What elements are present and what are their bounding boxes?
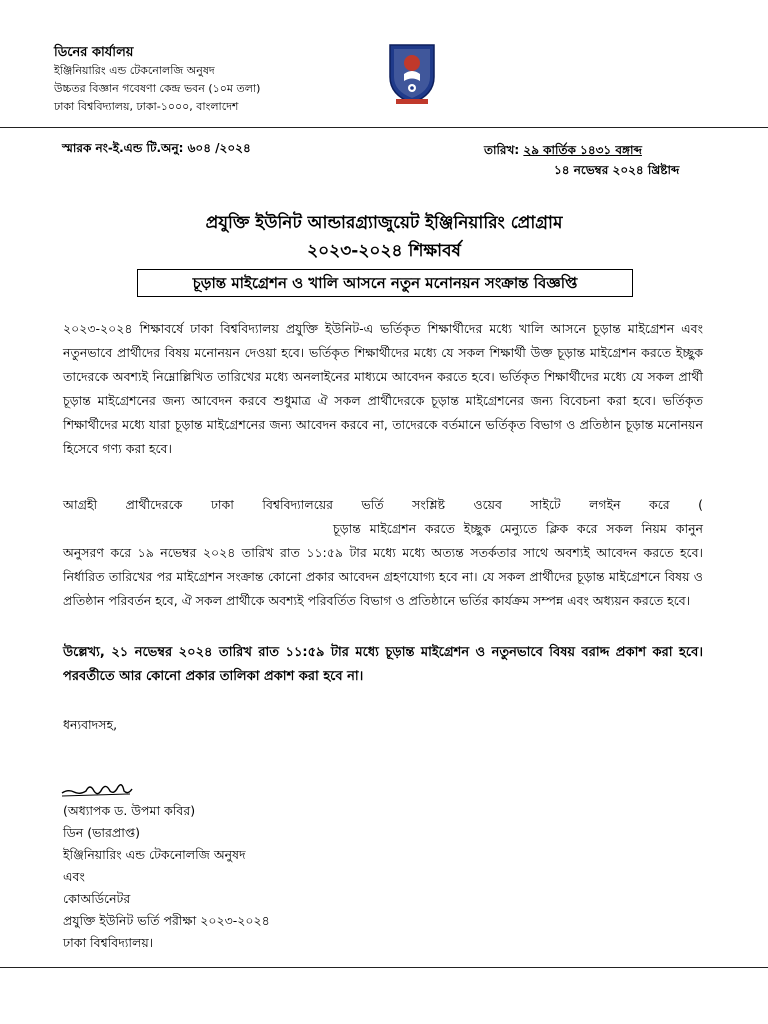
date-english: ১৪ নভেম্বর ২০২৪ খ্রিষ্টাব্দ	[554, 163, 680, 177]
building-name: উচ্চতর বিজ্ঞান গবেষণা কেন্দ্র ভবন (১০ম তলা)	[54, 82, 261, 95]
signatory-title-4: প্রযুক্তি ইউনিট ভর্তি পরীক্ষা ২০২৩-২০২৪	[63, 913, 270, 928]
signatory-and: এবং	[63, 869, 85, 884]
memo-number: স্মারক নং-ই.এন্ড টি.অনু: ৬০৪ /২০২৪	[62, 141, 251, 155]
notice-title: চূড়ান্ত মাইগ্রেশন ও খালি আসনে নতুন মনোনয়ন সংক্রান্ত বিজ্ঞপ্তি	[137, 269, 633, 297]
header-divider	[0, 127, 768, 128]
footer-divider	[0, 967, 768, 968]
date-block	[484, 140, 679, 180]
program-title: প্রযুক্তি ইউনিট আন্ডারগ্র্যাজুয়েট ইঞ্জিনিয়ারিং প্রোগ্রাম	[205, 213, 563, 233]
paragraph-2	[63, 493, 703, 613]
signatory-title-2: ইঞ্জিনিয়ারিং এন্ড টেকনোলজি অনুষদ	[63, 847, 246, 862]
signatory-title-5: ঢাকা বিশ্ববিদ্যালয়।	[63, 935, 154, 950]
paragraph-2-end: চূড়ান্ত মাইগ্রেশন করতে ইচ্ছুক মেন্যুতে ক্লিক করে সকল নিয়ম কানুন অনুসরণ করে ১৯ নভেম্বর ২০২৪ তারিখ রাত ১১:৫৯ টার মধ্যে মধ্যে অত্যন্ত সতর্কতার সাথে অবশ্যই আবেদন করতে হবে। নির্ধারিত তারিখের পর মাইগ্রেশন সংক্রান্ত কোনো প্রকার আবেদন গ্রহণযোগ্য হবে না। যে সকল প্রার্থীদের চূড়ান্ত মাইগ্রেশনে বিষয় ও প্রতিষ্ঠান পরিবর্তন হবে, ঐ সকল প্রার্থীকে অবশ্যই পরিবর্তিত বিভাগ ও প্রতিষ্ঠানে ভর্তির কার্যক্রম সম্পন্ন এবং অধ্যয়ন করতে হবে।	[63, 521, 703, 608]
signatory-title-3: কোঅর্ডিনেটর	[63, 891, 131, 906]
date-bangla: ২৯ কার্তিক ১৪৩১ বঙ্গাব্দ	[523, 143, 642, 157]
faculty-name: ইঞ্জিনিয়ারিং এন্ড টেকনোলজি অনুষদ	[54, 64, 215, 77]
paragraph-3: উল্লেখ্য, ২১ নভেম্বর ২০২৪ তারিখ রাত ১১:৫৯ টার মধ্যে চূড়ান্ত মাইগ্রেশন ও নতুনভাবে বিষয় বরাদ্দ প্রকাশ করা হবে। পরবর্তীতে আর কোনো প্রকার তালিকা প্রকাশ করা হবে না।	[63, 645, 703, 684]
office-name: ডিনের কার্যালয়	[54, 45, 134, 60]
university-logo	[386, 41, 438, 105]
paragraph-1: ২০২৩-২০২৪ শিক্ষাবর্ষে ঢাকা বিশ্ববিদ্যালয় প্রযুক্তি ইউনিট-এ ভর্তিকৃত শিক্ষার্থীদের মধ্যে খালি আসনে চূড়ান্ত মাইগ্রেশন এবং নতুনভাবে প্রার্থীদের বিষয় মনোনয়ন দেওয়া হবে। ভর্তিকৃত শিক্ষার্থীদের মধ্যে যে সকল শিক্ষার্থী উক্ত চূড়ান্ত মাইগ্রেশন করতে ইচ্ছুক তাদেরকে অবশ্যই নিম্নোল্লিখিত তারিখের মধ্যে অনলাইনের মাধ্যমে আবেদন করতে হবে। ভর্তিকৃত শিক্ষার্থীদের মধ্যে যে সকল প্রার্থী চূড়ান্ত মাইগ্রেশনের জন্য আবেদন করবে শুধুমাত্র ঐ সকল প্রার্থীদেরকে চূড়ান্ত মাইগ্রেশনের জন্য বিবেচনা করা হবে। ভর্তিকৃত শিক্ষার্থীদের মধ্যে যারা চূড়ান্ত মাইগ্রেশনের জন্য আবেদন করবে না, তাদেরকে বর্তমানে ভর্তিকৃত বিভাগ ও প্রতিষ্ঠান চূড়ান্ত মনোনয়ন হিসেবে গণ্য করা হবে।	[63, 321, 703, 456]
office-header	[54, 44, 260, 116]
session-title: ২০২৩-২০২৪ শিক্ষাবর্ষ	[307, 241, 461, 261]
date-label: তারিখ:	[484, 143, 520, 157]
signatory-title-1: ডিন (ভারপ্রাপ্ত)	[63, 825, 141, 840]
paragraph-2-start: আগ্রহী প্রার্থীদেরকে ঢাকা বিশ্ববিদ্যালয়ের ভর্তি সংশ্লিষ্ট ওয়েব সাইটে লগইন করে (	[63, 497, 703, 512]
signatory-block	[63, 800, 270, 954]
signature	[60, 777, 160, 801]
signatory-name: (অধ্যাপক ড. উপমা কবির)	[63, 803, 196, 818]
closing-text: ধন্যবাদসহ,	[63, 717, 118, 732]
university-address: ঢাকা বিশ্ববিদ্যালয়, ঢাকা-১০০০, বাংলাদেশ	[54, 100, 239, 113]
